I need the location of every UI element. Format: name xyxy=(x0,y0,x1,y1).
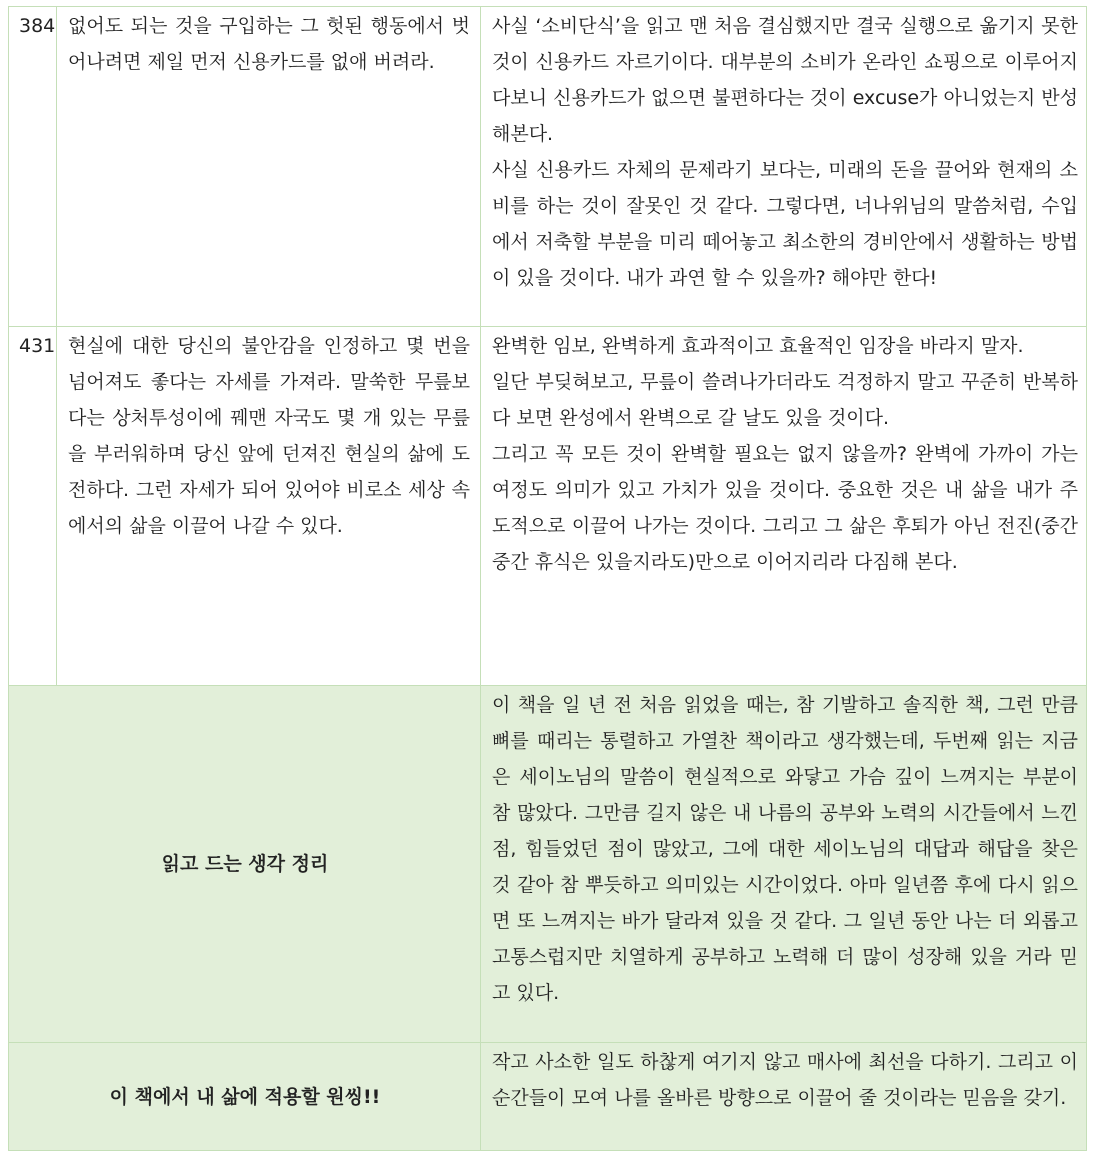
apply-text: 작고 사소한 일도 하찮게 여기지 않고 매사에 최선을 다하기. 그리고 이 순간들이 모여 나를 올바른 방향으로 이끌어 줄 것이라는 믿음을 갖기. xyxy=(481,1043,1087,1151)
reflection-paragraph: 그리고 꼭 모든 것이 완벽할 필요는 없지 않을까? 완벽에 가까이 가는 여정도 의미가 있고 가치가 있을 것이다. 중요한 것은 내 삶을 내가 주도적으로 이끌어 나가는 것이다. 그리고 그 삶은 후퇴가 아닌 전진(중간 중간 휴식은 있을지라도)만으로 이어지리라 다짐해 본다. xyxy=(492,443,1078,573)
summary-text: 이 책을 일 년 전 처음 읽었을 때는, 참 기발하고 솔직한 책, 그런 만큼 뼈를 때리는 통렬하고 가열찬 책이라고 생각했는데, 두번째 읽는 지금은 세이노님의 말씀이 현실적으로 와닿고 가슴 깊이 느껴지는 부분이 참 많았다. 그만큼 길지 않은 내 나름의 공부와 노력의 시간들에서 느낀점, 힘들었던 점이 많았고, 그에 대한 세이노님의 대답과 해답을 찾은 것 같아 참 뿌듯하고 의미있는 시간이었다. 아마 일년쯤 후에 다시 읽으면 또 느껴지는 바가 달라져 있을 것 같다. 그 일년 동안 나는 더 외롭고 고통스럽지만 치열하게 공부하고 노력해 더 많이 성장해 있을 거라 믿고 있다. xyxy=(481,686,1087,1043)
quote-cell: 현실에 대한 당신의 불안감을 인정하고 몇 번을 넘어져도 좋다는 자세를 가져라. 말쑥한 무릎보다는 상처투성이에 꿰맨 자국도 몇 개 있는 무릎을 부러워하며 당신 앞에 던져진 현실의 삶에 도전하다. 그런 자세가 되어 있어야 비로소 세상 속에서의 삶을 이끌어 나갈 수 있다. xyxy=(57,327,481,686)
reflection-cell xyxy=(481,327,1087,686)
row-number: 384 xyxy=(9,7,57,327)
table-row xyxy=(9,7,1087,327)
reflection-paragraph: 완벽한 임보, 완벽하게 효과적이고 효율적인 임장을 바라지 말자. xyxy=(492,335,1024,357)
row-number: 431 xyxy=(9,327,57,686)
reflection-paragraph: 사실 ‘소비단식’을 읽고 맨 처음 결심했지만 결국 실행으로 옮기지 못한 것이 신용카드 자르기이다. 대부분의 소비가 온라인 쇼핑으로 이루어지다보니 신용카드가 없으면 불편하다는 것이 excuse가 아니었는지 반성해본다. xyxy=(492,15,1078,145)
reflection-paragraph: 사실 신용카드 자체의 문제라기 보다는, 미래의 돈을 끌어와 현재의 소비를 하는 것이 잘못인 것 같다. 그렇다면, 너나위님의 말씀처럼, 수입에서 저축할 부분을 미리 떼어놓고 최소한의 경비안에서 생활하는 방법이 있을 것이다. 내가 과연 할 수 있을까? 해야만 한다! xyxy=(492,159,1078,289)
summary-heading: 읽고 드는 생각 정리 xyxy=(9,686,481,1043)
apply-heading: 이 책에서 내 삶에 적용할 원씽!! xyxy=(9,1043,481,1151)
table-row xyxy=(9,327,1087,686)
reflection-cell xyxy=(481,7,1087,327)
reading-notes-table xyxy=(8,6,1087,1151)
table-row xyxy=(9,1043,1087,1151)
quote-cell: 없어도 되는 것을 구입하는 그 헛된 행동에서 벗어나려면 제일 먼저 신용카드를 없애 버려라. xyxy=(57,7,481,327)
table-row xyxy=(9,686,1087,1043)
reflection-paragraph: 일단 부딪혀보고, 무릎이 쓸려나가더라도 걱정하지 말고 꾸준히 반복하다 보면 완성에서 완벽으로 갈 날도 있을 것이다. xyxy=(492,371,1078,429)
